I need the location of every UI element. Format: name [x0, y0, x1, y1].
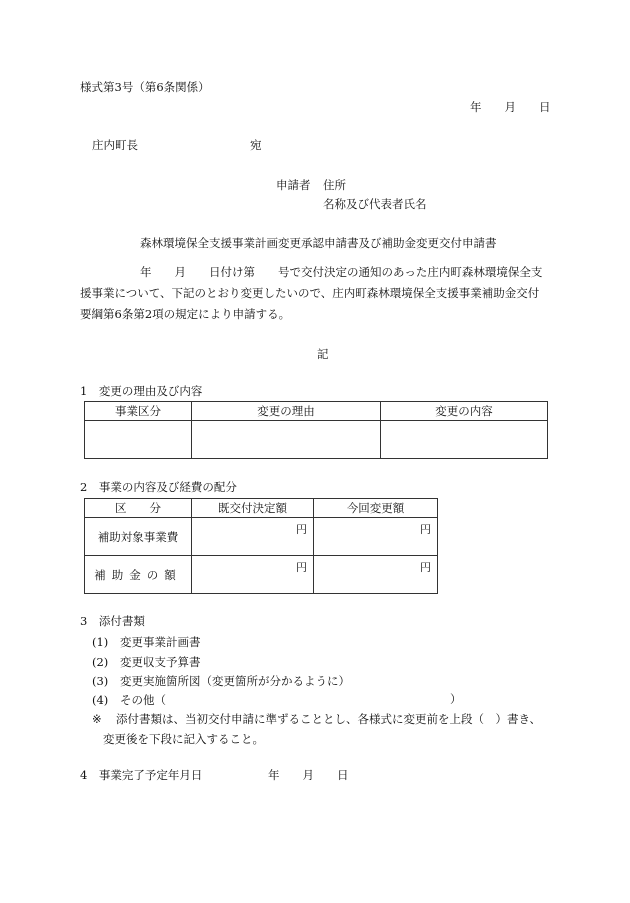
header-change-content: 変更の内容 [381, 402, 548, 421]
item-number: (2) [92, 655, 109, 669]
previous-amount-cell[interactable] [192, 518, 314, 556]
note-mark: ※ [92, 712, 102, 726]
header-previous-amount: 既交付決定額 [192, 499, 314, 518]
row-label-subsidy-amount: 補助金の額 [85, 556, 192, 594]
expense-allocation-table [84, 498, 438, 594]
item-text: 変更実施箇所図（変更箇所が分かるように） [120, 674, 350, 688]
item-text: 変更収支予算書 [120, 655, 201, 669]
other-close-paren: ） [450, 692, 462, 706]
header-change-reason: 変更の理由 [192, 402, 381, 421]
section1-heading: 1 変更の理由及び内容 [80, 384, 203, 398]
applicant-address-label: 住所 [323, 178, 346, 192]
item-number: (1) [92, 635, 109, 649]
attachment-item [92, 692, 166, 708]
submission-date: 年 月 日 [470, 100, 551, 114]
yen-unit: 円 [296, 523, 307, 536]
yen-unit: 円 [296, 561, 307, 574]
change-reason-cell[interactable] [192, 421, 381, 459]
change-reason-table [84, 401, 548, 459]
header-business-category: 事業区分 [85, 402, 192, 421]
body-line: 年 月 日付け第 号で交付決定の通知のあった庄内町森林環境保全支 [140, 265, 543, 279]
document-title: 森林環境保全支援事業計画変更承認申請書及び補助金変更交付申請書 [140, 236, 497, 250]
body-paragraph [80, 262, 555, 325]
change-content-cell[interactable] [381, 421, 548, 459]
honorific: 宛 [250, 138, 262, 152]
current-change-cell[interactable] [314, 556, 438, 594]
addressee: 庄内町長 [92, 138, 138, 152]
completion-date: 年 月 日 [268, 768, 349, 782]
body-line: 援事業について、下記のとおり変更したいので、庄内町森林環境保全支援事業補助金交付 [80, 286, 540, 300]
attachment-item [92, 673, 350, 689]
item-number: (3) [92, 674, 109, 688]
ki-heading: 記 [317, 347, 329, 361]
section3-heading: 3 添付書類 [80, 614, 145, 628]
applicant-name-label: 名称及び代表者氏名 [323, 197, 427, 211]
item-text: その他（ [120, 693, 166, 707]
yen-unit: 円 [420, 523, 431, 536]
previous-amount-cell[interactable] [192, 556, 314, 594]
note-line: 添付書類は、当初交付申請に準ずることとし、各様式に変更前を上段（ ）書き、 [116, 712, 542, 726]
applicant-label: 申請者 [276, 178, 311, 192]
yen-unit: 円 [420, 561, 431, 574]
item-number: (4) [92, 693, 109, 707]
section2-heading: 2 事業の内容及び経費の配分 [80, 480, 237, 494]
current-change-cell[interactable] [314, 518, 438, 556]
row-label-subsidy-target-cost: 補助対象事業費 [85, 518, 192, 556]
body-line: 要綱第6条第2項の規定により申請する。 [80, 307, 291, 321]
note-line: 変更後を下段に記入すること。 [103, 732, 264, 746]
attachment-item [92, 654, 201, 670]
attachment-item [92, 634, 201, 650]
header-current-change: 今回変更額 [314, 499, 438, 518]
item-text: 変更事業計画書 [120, 635, 201, 649]
business-category-cell[interactable] [85, 421, 192, 459]
section4-heading: 4 事業完了予定年月日 [80, 768, 203, 782]
form-number: 様式第3号（第6条関係） [80, 80, 210, 94]
header-category: 区 分 [85, 499, 192, 518]
